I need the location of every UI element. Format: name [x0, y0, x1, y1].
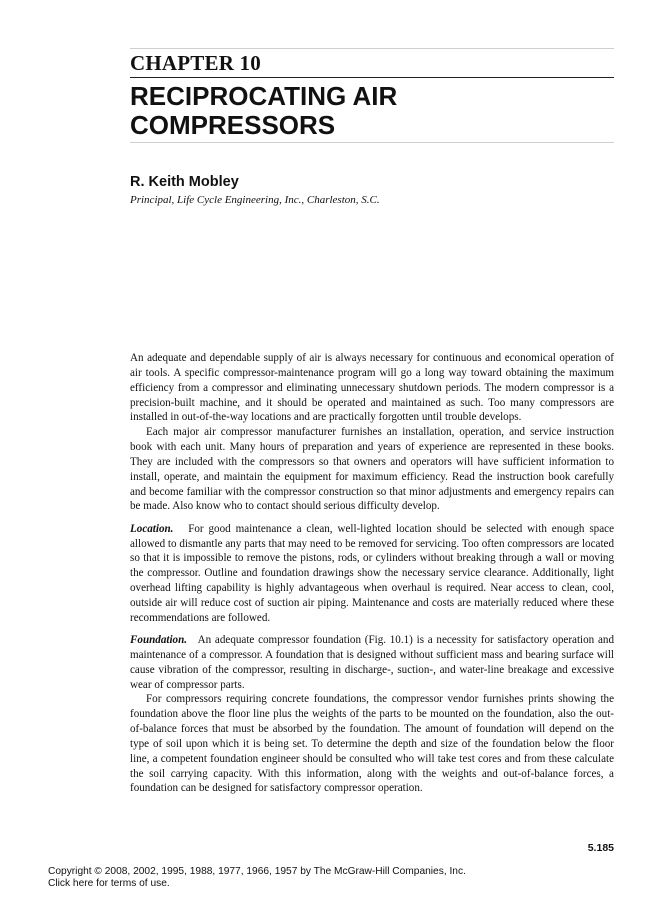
paragraph-location [130, 522, 614, 626]
location-heading: Location. [130, 522, 174, 535]
paragraph-concrete-foundations: For compressors requiring concrete foundations, the compressor vendor furnishes prints showing the foundation above the floor line plus the weights of the parts to be mounted on the foundation, also the out-of-balance forces that must be absorbed by the foundation. The amount of foundation will depend on the type of soil upon which it is being set. To determine the depth and size of the foundation below the floor line, a competent foundation engineer should be consulted who will take test cores and from these calculate the soil carrying capacity. With this information, along with the weights and out-of-balance forces, a foundation can be designed for satisfactory compressor operation. [130, 693, 614, 795]
chapter-title [130, 82, 614, 140]
terms-of-use-link[interactable]: Click here for terms of use. [48, 878, 170, 890]
page-number: 5.185 [587, 842, 614, 854]
body-text [130, 351, 614, 796]
paragraph-instruction-book: Each major air compressor manufacturer furnishes an installation, operation, and service instruction book with each unit. Many hours of preparation and years of experience are represented in these books. They are included with the compressors so that owners and operators will have sufficient information to install, operate, and maintain the equipment for maximum efficiency. Read the instruction book carefully and become familiar with the compressor construction so that minor adjustments and emergency repairs can be made. Also know who to contact should serious difficulty develop. [130, 426, 614, 513]
chapter-title-line2: COMPRESSORS [130, 110, 336, 140]
foundation-text: An adequate compressor foundation (Fig. 10.1) is a necessity for satisfactory operation and maintenance of a compressor. A foundation that is designed without sufficient mass and bearing surface will cause vibration of the compressor, resulting in discharge-, suction-, and water-line breakage and excessive wear of compressor parts. [130, 633, 614, 691]
chapter-title-line1: RECIPROCATING AIR [130, 81, 398, 111]
author-name: R. Keith Mobley [130, 174, 239, 190]
title-bottom-rule [130, 142, 614, 143]
top-rule [130, 48, 614, 49]
chapter-rule [130, 77, 614, 78]
copyright-text: Copyright © 2008, 2002, 1995, 1988, 1977, 1966, 1957 by The McGraw-Hill Companies, Inc. [48, 866, 466, 877]
author-affiliation: Principal, Life Cycle Engineering, Inc., Charleston, S.C. [130, 194, 380, 206]
chapter-label: CHAPTER 10 [130, 51, 261, 75]
foundation-heading: Foundation. [130, 633, 188, 646]
paragraph-intro: An adequate and dependable supply of air is always necessary for continuous and economical operation of air tools. A specific compressor-maintenance program will go a long way toward obtaining the maximum efficiency from a compressor and eliminating unnecessary shutdown periods. The modern compressor is a precision-built machine, and it should be operated and maintained as such. Too many compressors are installed in out-of-the-way locations and are practically forgotten until trouble develops. [130, 352, 614, 424]
paragraph-foundation [130, 633, 614, 692]
copyright-notice [48, 866, 466, 890]
location-text: For good maintenance a clean, well-lighted location should be selected with enough space allowed to dismantle any parts that may need to be removed for servicing. Too often compressors are located so that it is impossible to remove the pistons, rods, or cylinders without breaking through a wall or moving the compressor. Outline and foundation drawings show the necessary service clearance. Additionally, light overhead lifting capability is highly advantageous when overhaul is required. Near access to clean, cool, outside air will reduce cost of suction air piping. Maintenance and costs are materially reduced where these recommendations are followed. [130, 522, 614, 624]
